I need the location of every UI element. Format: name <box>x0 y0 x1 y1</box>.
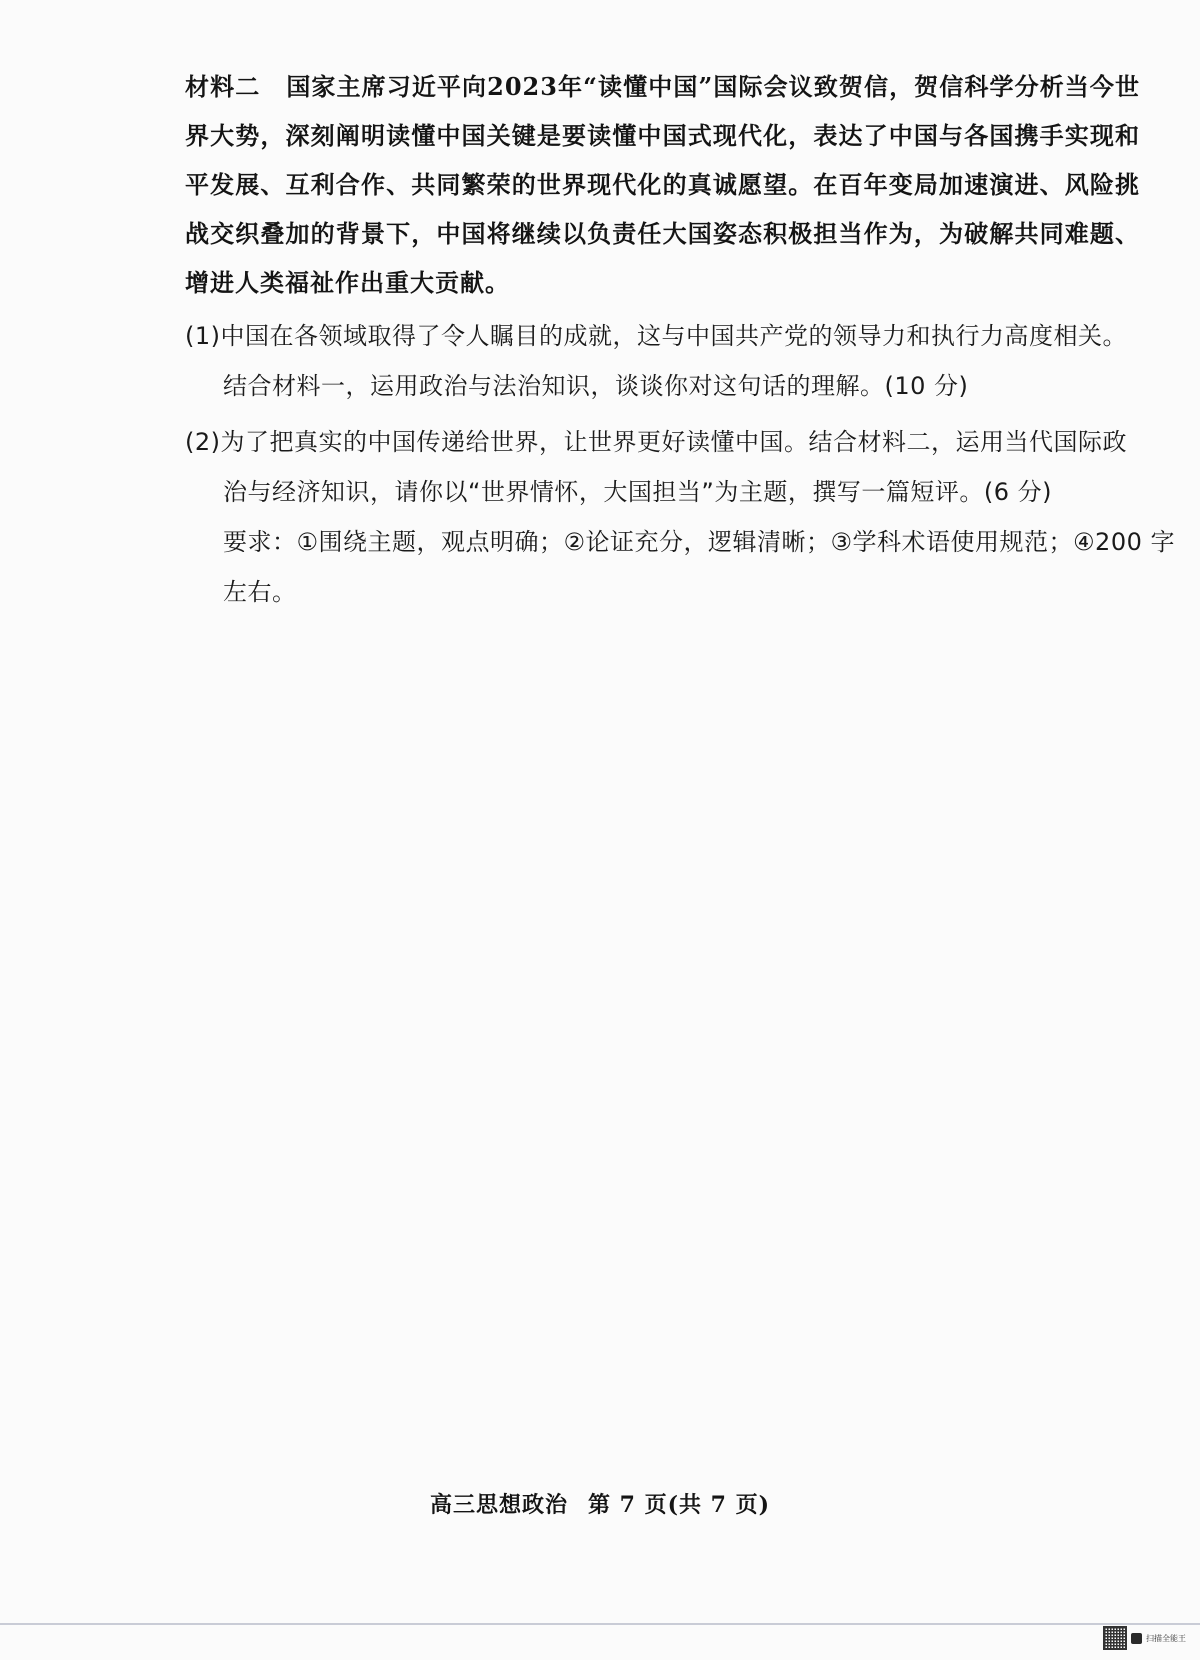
material-text: 国家主席习近平向2023年“读懂中国”国际会议致贺信，贺信科学分析当今世界大势，深刻阐明读懂中国关键是要读懂中国式现代化，表达了中国与各国携手实现和平发展、互利合作、共同繁荣的世界现代化的真诚愿望。在百年变局加速演进、风险挑战交织叠加的背景下，中国将继续以负责任大国姿态积极担当作为，为破解共同难题、增进人类福祉作出重大贡献。 <box>185 72 1141 297</box>
material-two-paragraph <box>185 62 1140 307</box>
scanner-watermark <box>1103 1626 1186 1650</box>
question-2-line-4: 左右。 <box>223 578 297 606</box>
footer-subject: 高三思想政治 <box>429 1492 568 1518</box>
page-footer <box>0 1488 1200 1519</box>
footer-page-number: 第 7 页(共 7 页) <box>587 1492 771 1518</box>
question-2-line-2: 治与经济知识，请你以“世界情怀，大国担当”为主题，撰写一篇短评。(6 分) <box>223 478 1052 506</box>
question-2-requirements: 要求：①围绕主题，观点明确；②论证充分，逻辑清晰；③学科术语使用规范；④200 字 <box>223 528 1175 556</box>
scanner-logo-icon <box>1131 1633 1142 1644</box>
qr-code-icon <box>1103 1626 1127 1650</box>
question-1 <box>185 311 1140 411</box>
question-1-line-2: 结合材料一，运用政治与法治知识，谈谈你对这句话的理解。(10 分) <box>223 372 969 400</box>
question-2 <box>185 417 1175 617</box>
question-2-line-1: (2)为了把真实的中国传递给世界，让世界更好读懂中国。结合材料二，运用当代国际政 <box>185 428 1127 456</box>
question-1-line-1: (1)中国在各领域取得了令人瞩目的成就，这与中国共产党的领导力和执行力高度相关。 <box>185 322 1127 350</box>
scan-bottom-rule <box>0 1623 1200 1625</box>
watermark-title: 扫描全能王 <box>1146 1633 1186 1643</box>
material-label: 材料二 <box>185 72 261 101</box>
